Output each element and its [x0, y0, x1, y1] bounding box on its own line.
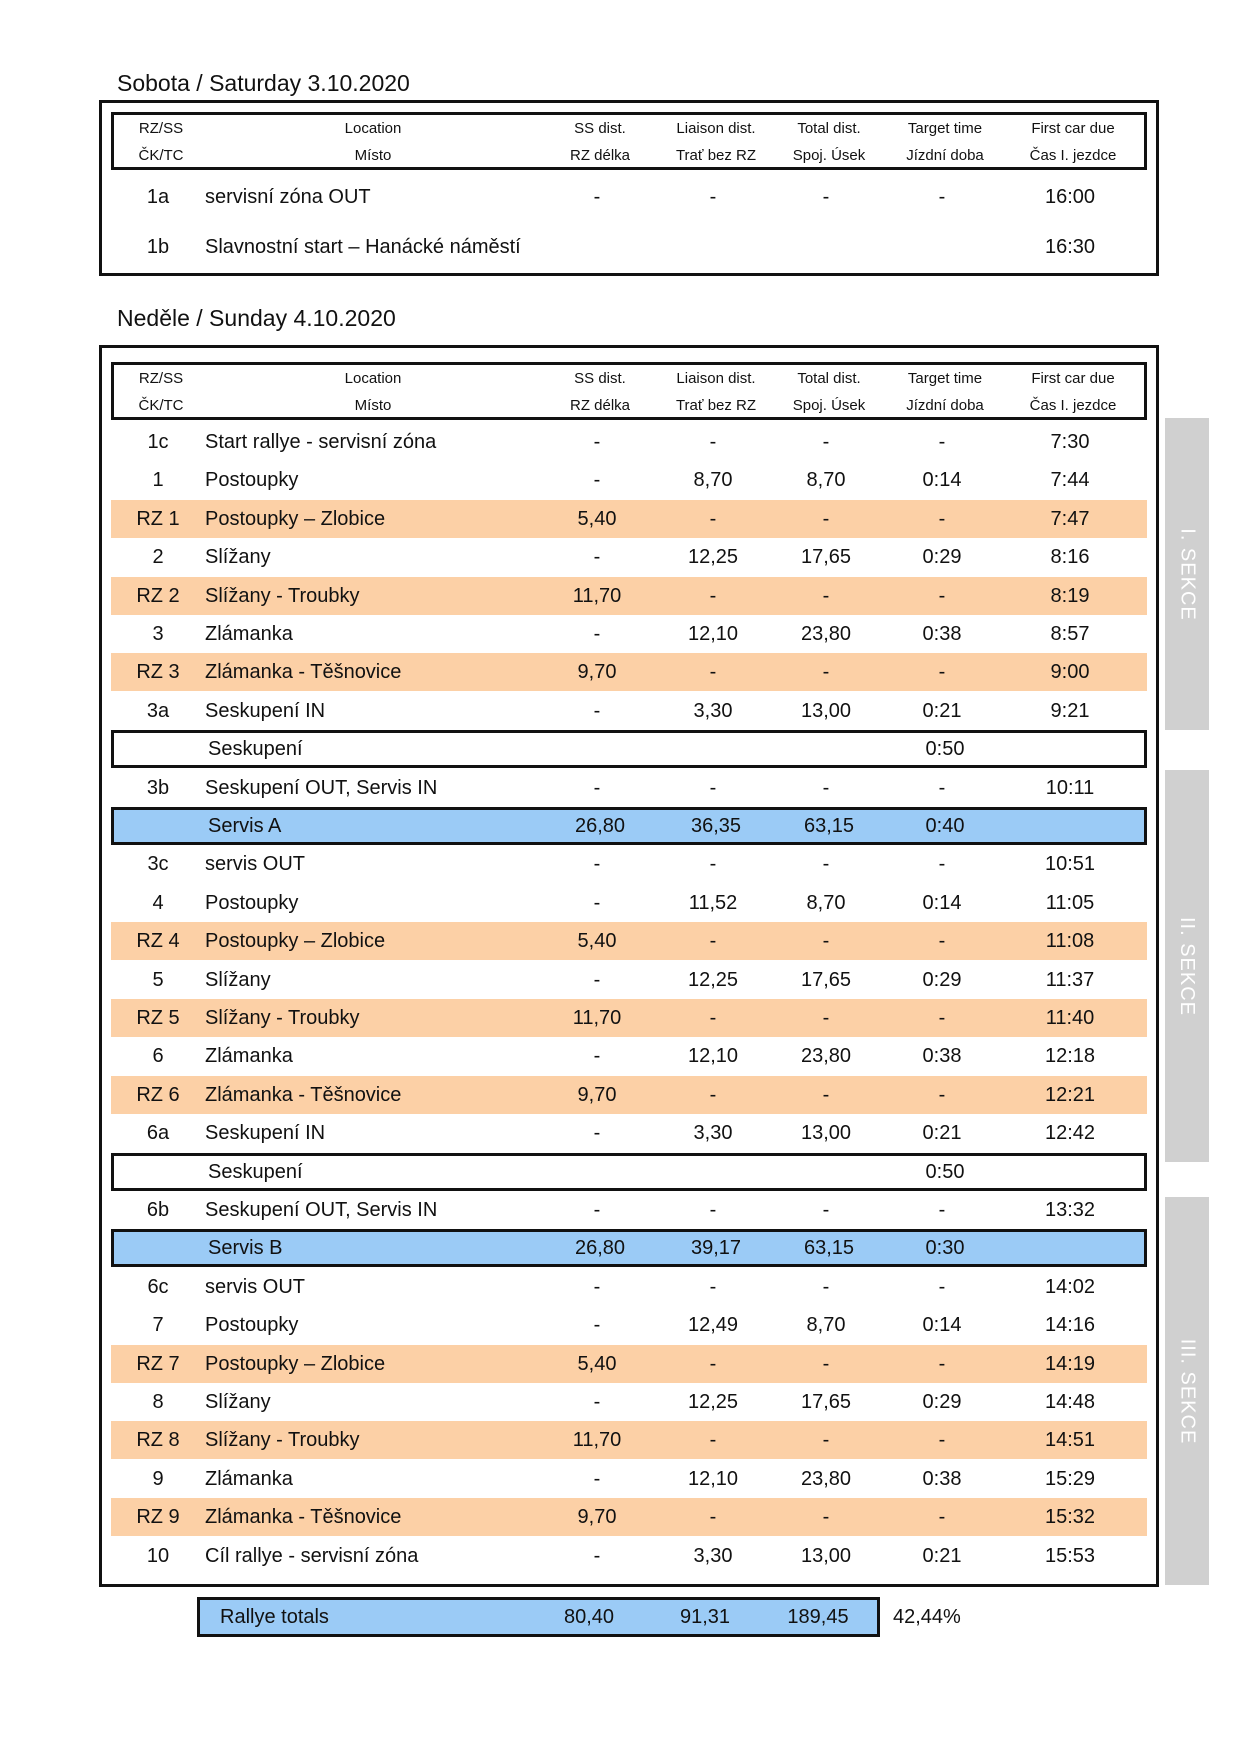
header-liaison: Liaison dist. — [676, 370, 756, 387]
table-row — [111, 692, 1147, 730]
liaison-dist-cell: 3,30 — [693, 1544, 733, 1567]
table-row — [111, 1114, 1147, 1152]
ss-dist-cell: 9,70 — [577, 1083, 617, 1106]
header-liaison-cz: Trať bez RZ — [675, 147, 757, 164]
tc-cell: RZ 5 — [136, 1007, 180, 1029]
target-time-cell: - — [938, 507, 946, 530]
tc-cell: 3c — [147, 853, 169, 876]
header-liaison: Liaison dist. — [676, 120, 756, 137]
total-dist-cell: 8,70 — [806, 891, 846, 914]
tc-cell: 1a — [146, 186, 170, 208]
first-car-cell: 8:16 — [1050, 546, 1090, 569]
tc-cell: 2 — [152, 546, 164, 569]
stage-row — [111, 653, 1147, 691]
total-dist-cell: - — [822, 1275, 830, 1298]
total-dist-cell: 8,70 — [806, 469, 846, 492]
stage-row — [111, 577, 1147, 615]
tc-cell: 1c — [147, 431, 169, 453]
table-row — [111, 615, 1147, 653]
first-car-cell: 10:11 — [1045, 776, 1095, 799]
target-time-cell: 0:50 — [925, 738, 965, 761]
total-dist-cell: - — [822, 1506, 830, 1529]
first-car-cell: 9:00 — [1050, 661, 1090, 684]
target-time-cell: - — [938, 431, 946, 453]
ss-dist-cell: 26,80 — [574, 815, 626, 837]
ss-dist-cell: 11,70 — [572, 1429, 622, 1452]
stage-row — [111, 1498, 1147, 1536]
tc-cell: RZ 4 — [136, 930, 180, 953]
table-row — [111, 461, 1147, 499]
total-dist-cell: - — [822, 584, 830, 607]
total-dist-cell: - — [822, 661, 830, 684]
table-row — [111, 769, 1147, 807]
target-time-cell: - — [938, 1352, 946, 1375]
total-dist-cell: 17,65 — [800, 546, 852, 569]
liaison-dist-cell: 36,35 — [690, 815, 742, 837]
stage-row — [111, 922, 1147, 960]
target-time-cell: 0:21 — [922, 1544, 962, 1567]
tc-cell: 8 — [152, 1391, 164, 1413]
table-row — [111, 1537, 1147, 1575]
header-location: Location — [344, 120, 402, 137]
table-row — [111, 1460, 1147, 1498]
first-car-cell: 10:51 — [1044, 853, 1096, 876]
header-first-cz: Čas I. jezdce — [1029, 397, 1117, 414]
total-dist-cell: 63,15 — [803, 815, 855, 837]
tc-cell: 9 — [152, 1467, 164, 1490]
location-cell: Seskupení OUT, Servis IN — [205, 1199, 438, 1221]
location-cell: Zlámanka — [205, 623, 293, 645]
first-car-cell: 12:18 — [1044, 1045, 1096, 1068]
target-time-cell: - — [938, 1083, 946, 1106]
first-car-cell: 7:47 — [1050, 507, 1090, 530]
first-car-cell: 11:08 — [1045, 930, 1095, 953]
first-car-cell: 15:32 — [1044, 1506, 1096, 1529]
location-cell: Zlámanka — [205, 1045, 293, 1068]
ss-dist-cell: - — [593, 776, 601, 799]
location-cell: Postoupky – Zlobice — [205, 507, 386, 530]
header-ss: SS dist. — [574, 120, 626, 137]
ss-dist-cell: 5,40 — [577, 1352, 617, 1375]
table-row — [111, 228, 1147, 266]
header-tc: RZ/SS — [138, 120, 184, 137]
location-cell: Seskupení OUT, Servis IN — [205, 776, 438, 799]
liaison-dist-cell: 39,17 — [690, 1237, 742, 1260]
total-dist-cell: 23,80 — [800, 1467, 852, 1490]
tc-cell: RZ 3 — [136, 661, 180, 684]
ss-dist-cell: - — [593, 891, 601, 914]
target-time-cell: 0:29 — [922, 1391, 962, 1413]
tc-cell: 6a — [146, 1122, 170, 1145]
liaison-dist-cell: - — [709, 584, 717, 607]
location-cell: Servis B — [208, 1237, 283, 1260]
target-time-cell: 0:38 — [922, 623, 962, 645]
liaison-dist-cell: - — [709, 507, 717, 530]
location-cell: Postoupky — [205, 469, 299, 492]
tc-cell: 6c — [147, 1275, 169, 1298]
table-header — [111, 362, 1147, 420]
target-time-cell: - — [938, 853, 946, 876]
location-cell: Postoupky — [205, 891, 299, 914]
table-row — [111, 961, 1147, 999]
rallye-totals — [197, 1597, 880, 1637]
total-dist-cell: - — [822, 431, 830, 453]
first-car-cell: 9:21 — [1050, 699, 1090, 722]
first-car-cell: 14:51 — [1044, 1429, 1096, 1452]
tc-cell: RZ 9 — [136, 1506, 180, 1529]
total-dist-cell: - — [822, 186, 830, 208]
first-car-cell: 14:19 — [1044, 1352, 1096, 1375]
header-tc: RZ/SS — [138, 370, 184, 387]
target-time-cell: 0:29 — [922, 546, 962, 569]
target-time-cell: 0:14 — [922, 1314, 962, 1337]
total-dist-cell: 17,65 — [800, 1391, 852, 1413]
liaison-dist-cell: - — [709, 1083, 717, 1106]
location-cell: servis OUT — [205, 1275, 305, 1298]
header-location-cz: Místo — [354, 397, 392, 414]
ss-dist-cell: 5,40 — [577, 507, 617, 530]
ss-dist-cell: 5,40 — [577, 930, 617, 953]
stage-row — [111, 1345, 1147, 1383]
table-row — [111, 1191, 1147, 1229]
total-dist-cell: 23,80 — [800, 623, 852, 645]
tc-cell: 5 — [152, 968, 164, 991]
totals-total: 189,45 — [787, 1606, 849, 1628]
first-car-cell: 16:00 — [1044, 186, 1096, 208]
ss-dist-cell: - — [593, 186, 601, 208]
tc-cell: 3a — [146, 699, 170, 722]
total-dist-cell: - — [822, 1007, 830, 1029]
liaison-dist-cell: - — [709, 1429, 717, 1452]
header-ss-cz: RZ délka — [569, 397, 631, 414]
liaison-dist-cell: - — [709, 186, 717, 208]
stage-row — [111, 500, 1147, 538]
total-dist-cell: - — [822, 1199, 830, 1221]
header-first: First car due — [1031, 120, 1115, 137]
tc-cell: 6b — [146, 1199, 170, 1221]
total-dist-cell: 17,65 — [800, 968, 852, 991]
first-car-cell: 15:29 — [1044, 1467, 1096, 1490]
header-target-cz: Jízdní doba — [906, 397, 984, 414]
stage-row — [111, 999, 1147, 1037]
totals-percent: 42,44% — [893, 1606, 961, 1628]
location-cell: Slížany - Troubky — [205, 1429, 360, 1452]
tc-cell: RZ 8 — [136, 1429, 180, 1452]
liaison-dist-cell: - — [709, 1199, 717, 1221]
liaison-dist-cell: 12,25 — [687, 968, 739, 991]
liaison-dist-cell: - — [709, 1007, 717, 1029]
ss-dist-cell: - — [593, 431, 601, 453]
sunday-table — [99, 345, 1159, 1587]
ss-dist-cell: - — [593, 1467, 601, 1490]
header-first: First car due — [1031, 370, 1115, 387]
table-row — [111, 884, 1147, 922]
header-location-cz: Místo — [354, 147, 392, 164]
tc-cell: 7 — [152, 1314, 164, 1337]
first-car-cell: 11:05 — [1045, 891, 1095, 914]
total-dist-cell: 13,00 — [800, 1122, 852, 1145]
header-location: Location — [344, 370, 402, 387]
location-cell: Zlámanka - Těšnovice — [205, 1506, 402, 1529]
total-dist-cell: - — [822, 1083, 830, 1106]
table-header — [111, 112, 1147, 170]
total-dist-cell: 63,15 — [803, 1237, 855, 1260]
location-cell: Slížany — [205, 1391, 271, 1413]
ss-dist-cell: - — [593, 1275, 601, 1298]
liaison-dist-cell: 3,30 — [693, 699, 733, 722]
tc-cell: 4 — [152, 891, 164, 914]
ss-dist-cell: 11,70 — [572, 1007, 622, 1029]
first-car-cell: 12:42 — [1044, 1122, 1096, 1145]
header-target-cz: Jízdní doba — [906, 147, 984, 164]
first-car-cell: 7:44 — [1050, 469, 1090, 492]
tc-cell: RZ 6 — [136, 1083, 180, 1106]
ss-dist-cell: - — [593, 699, 601, 722]
location-cell: Zlámanka - Těšnovice — [205, 1083, 402, 1106]
liaison-dist-cell: 12,25 — [687, 546, 739, 569]
liaison-dist-cell: - — [709, 1352, 717, 1375]
location-cell: Postoupky – Zlobice — [205, 1352, 386, 1375]
location-cell: Slavnostní start – Hanácké náměstí — [205, 236, 521, 258]
ss-dist-cell: - — [593, 1045, 601, 1068]
total-dist-cell: - — [822, 507, 830, 530]
liaison-dist-cell: 8,70 — [693, 469, 733, 492]
liaison-dist-cell: 3,30 — [693, 1122, 733, 1145]
liaison-dist-cell: 12,10 — [687, 1467, 739, 1490]
target-time-cell: - — [938, 1199, 946, 1221]
location-cell: Seskupení — [208, 1160, 303, 1183]
location-cell: Slížany - Troubky — [205, 1007, 360, 1029]
location-cell: Slížany — [205, 546, 271, 569]
total-dist-cell: 23,80 — [800, 1045, 852, 1068]
target-time-cell: 0:14 — [922, 469, 962, 492]
target-time-cell: - — [938, 776, 946, 799]
tc-cell: 3 — [152, 623, 164, 645]
table-row — [111, 178, 1147, 216]
stage-row — [111, 1076, 1147, 1114]
location-cell: Postoupky — [205, 1314, 299, 1337]
ss-dist-cell: 26,80 — [574, 1237, 626, 1260]
location-cell: servis OUT — [205, 853, 305, 876]
location-cell: Seskupení — [208, 738, 303, 761]
table-row — [111, 1383, 1147, 1421]
ss-dist-cell: 9,70 — [577, 661, 617, 684]
location-cell: servisní zóna OUT — [205, 186, 371, 208]
total-dist-cell: 8,70 — [806, 1314, 846, 1337]
tc-cell: 3b — [146, 776, 170, 799]
table-row — [111, 845, 1147, 883]
servis-row — [111, 807, 1147, 845]
header-total-cz: Spoj. Úsek — [792, 147, 866, 164]
totals-liaison: 91,31 — [679, 1606, 731, 1628]
total-dist-cell: - — [822, 930, 830, 953]
table-row — [111, 1268, 1147, 1306]
header-target: Target time — [907, 120, 983, 137]
first-car-cell: 12:21 — [1044, 1083, 1096, 1106]
target-time-cell: 0:21 — [922, 1122, 962, 1145]
location-cell: Seskupení IN — [205, 1122, 326, 1145]
liaison-dist-cell: 12,10 — [687, 1045, 739, 1068]
target-time-cell: 0:21 — [922, 699, 962, 722]
location-cell: Servis A — [208, 815, 282, 837]
ss-dist-cell: - — [593, 1391, 601, 1413]
first-car-cell: 11:37 — [1045, 968, 1095, 991]
header-total: Total dist. — [797, 370, 861, 387]
ss-dist-cell: 9,70 — [577, 1506, 617, 1529]
target-time-cell: 0:50 — [925, 1160, 965, 1183]
first-car-cell: 16:30 — [1044, 236, 1096, 258]
target-time-cell: - — [938, 584, 946, 607]
header-tc-cz: ČK/TC — [138, 147, 184, 164]
table-row — [111, 538, 1147, 576]
header-total-cz: Spoj. Úsek — [792, 397, 866, 414]
header-first-cz: Čas I. jezdce — [1029, 147, 1117, 164]
target-time-cell: 0:29 — [922, 968, 962, 991]
liaison-dist-cell: - — [709, 1275, 717, 1298]
tc-cell: 1b — [146, 236, 170, 258]
section-bar-2 — [1165, 770, 1209, 1162]
header-ss: SS dist. — [574, 370, 626, 387]
target-time-cell: - — [938, 1275, 946, 1298]
target-time-cell: 0:38 — [922, 1467, 962, 1490]
target-time-cell: 0:30 — [925, 1237, 965, 1260]
target-time-cell: - — [938, 1429, 946, 1452]
table-row — [111, 423, 1147, 461]
target-time-cell: 0:38 — [922, 1045, 962, 1068]
liaison-dist-cell: - — [709, 431, 717, 453]
saturday-table — [99, 100, 1159, 276]
target-time-cell: - — [938, 1007, 946, 1029]
liaison-dist-cell: - — [709, 853, 717, 876]
first-car-cell: 13:32 — [1044, 1199, 1096, 1221]
header-tc-cz: ČK/TC — [138, 397, 184, 414]
totals-label: Rallye totals — [220, 1606, 329, 1628]
target-time-cell: 0:14 — [922, 891, 962, 914]
regroup-row — [111, 730, 1147, 768]
liaison-dist-cell: 12,10 — [687, 623, 739, 645]
header-target: Target time — [907, 370, 983, 387]
tc-cell: RZ 7 — [136, 1352, 180, 1375]
saturday-title: Sobota / Saturday 3.10.2020 — [117, 70, 410, 96]
location-cell: Start rallye - servisní zóna — [205, 431, 437, 453]
location-cell: Slížany — [205, 968, 271, 991]
servis-row — [111, 1229, 1147, 1267]
ss-dist-cell: - — [593, 1544, 601, 1567]
first-car-cell: 15:53 — [1044, 1544, 1096, 1567]
table-row — [111, 1037, 1147, 1075]
header-ss-cz: RZ délka — [569, 147, 631, 164]
section-label: I. SEKCE — [1176, 527, 1199, 621]
target-time-cell: - — [938, 930, 946, 953]
section-bar-3 — [1165, 1197, 1209, 1585]
total-dist-cell: 13,00 — [800, 699, 852, 722]
target-time-cell: - — [938, 1506, 946, 1529]
section-label: II. SEKCE — [1176, 916, 1199, 1016]
total-dist-cell: - — [822, 1352, 830, 1375]
first-car-cell: 7:30 — [1050, 431, 1090, 453]
section-label: III. SEKCE — [1176, 1338, 1199, 1444]
total-dist-cell: - — [822, 853, 830, 876]
target-time-cell: - — [938, 661, 946, 684]
liaison-dist-cell: 11,52 — [688, 891, 738, 914]
liaison-dist-cell: 12,49 — [687, 1314, 739, 1337]
totals-ss: 80,40 — [563, 1606, 615, 1628]
regroup-row — [111, 1153, 1147, 1191]
ss-dist-cell: - — [593, 546, 601, 569]
ss-dist-cell: - — [593, 1199, 601, 1221]
first-car-cell: 14:02 — [1044, 1275, 1096, 1298]
location-cell: Slížany - Troubky — [205, 584, 360, 607]
header-total: Total dist. — [797, 120, 861, 137]
ss-dist-cell: - — [593, 469, 601, 492]
first-car-cell: 8:19 — [1050, 584, 1090, 607]
first-car-cell: 8:57 — [1050, 623, 1090, 645]
sunday-title: Neděle / Sunday 4.10.2020 — [117, 305, 396, 331]
target-time-cell: 0:40 — [925, 815, 965, 837]
first-car-cell: 14:16 — [1044, 1314, 1096, 1337]
tc-cell: RZ 1 — [136, 507, 180, 530]
location-cell: Postoupky – Zlobice — [205, 930, 386, 953]
liaison-dist-cell: - — [709, 930, 717, 953]
location-cell: Zlámanka - Těšnovice — [205, 661, 402, 684]
location-cell: Zlámanka — [205, 1467, 293, 1490]
location-cell: Cíl rallye - servisní zóna — [205, 1544, 419, 1567]
stage-row — [111, 1421, 1147, 1459]
tc-cell: 6 — [152, 1045, 164, 1068]
tc-cell: RZ 2 — [136, 584, 180, 607]
table-row — [111, 1306, 1147, 1344]
tc-cell: 1 — [152, 469, 164, 492]
liaison-dist-cell: 12,25 — [687, 1391, 739, 1413]
ss-dist-cell: - — [593, 623, 601, 645]
location-cell: Seskupení IN — [205, 699, 326, 722]
ss-dist-cell: - — [593, 1122, 601, 1145]
first-car-cell: 11:40 — [1045, 1007, 1095, 1029]
first-car-cell: 14:48 — [1044, 1391, 1096, 1413]
header-liaison-cz: Trať bez RZ — [675, 397, 757, 414]
ss-dist-cell: - — [593, 1314, 601, 1337]
total-dist-cell: - — [822, 776, 830, 799]
liaison-dist-cell: - — [709, 776, 717, 799]
tc-cell: 10 — [146, 1544, 170, 1567]
liaison-dist-cell: - — [709, 1506, 717, 1529]
target-time-cell: - — [938, 186, 946, 208]
ss-dist-cell: 11,70 — [572, 584, 622, 607]
total-dist-cell: 13,00 — [800, 1544, 852, 1567]
section-bar-1 — [1165, 418, 1209, 730]
total-dist-cell: - — [822, 1429, 830, 1452]
liaison-dist-cell: - — [709, 661, 717, 684]
ss-dist-cell: - — [593, 853, 601, 876]
ss-dist-cell: - — [593, 968, 601, 991]
